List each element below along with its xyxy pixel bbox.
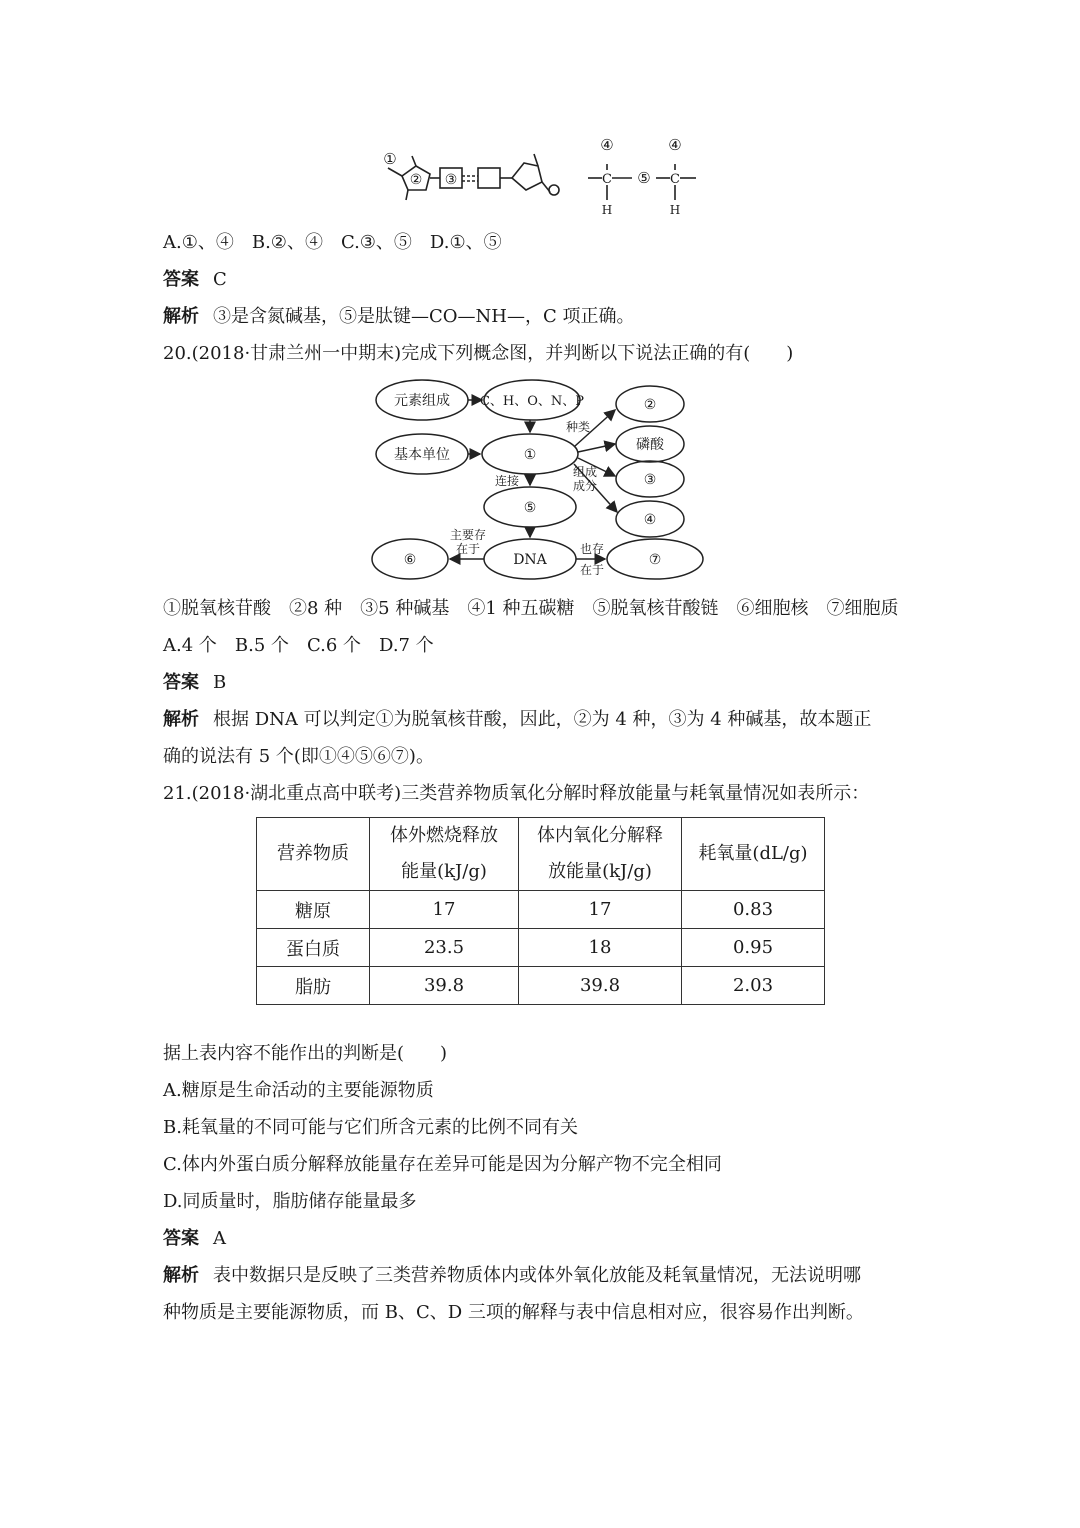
q19-analysis [163, 305, 634, 329]
atom-c-right: C [670, 172, 680, 187]
atom-c-left: C [602, 172, 612, 187]
label-4-left: ④ [600, 136, 614, 154]
answer-label: 答案 [163, 1228, 199, 1249]
q20-options: A.4 个 B.5 个 C.6 个 D.7 个 [163, 635, 434, 656]
node-1: ① [523, 447, 537, 463]
analysis-label: 解析 [163, 1265, 199, 1286]
atom-h-left: H [601, 203, 613, 217]
q20-answer [163, 671, 226, 695]
table-row [257, 929, 825, 967]
q21-option-c: C.体内外蛋白质分解释放能量存在差异可能是因为分解产物不完全相同 [163, 1154, 722, 1175]
node-6: ⑥ [403, 552, 417, 568]
table-cell: 2.03 [682, 967, 825, 1005]
edge-also-1: 也存 [579, 542, 605, 556]
q21-question: 据上表内容不能作出的判断是( ) [163, 1043, 448, 1064]
answer-label: 答案 [163, 672, 199, 693]
q21-analysis-1 [163, 1264, 861, 1288]
table-header: 耗氧量(dL/g) [682, 818, 825, 891]
answer-value: B [213, 672, 227, 693]
edge-also-2: 在于 [579, 563, 605, 577]
edge-component-2: 成分 [572, 479, 598, 493]
label-1: ① [383, 150, 397, 168]
q21-option-b: B.耗氧量的不同可能与它们所含元素的比例不同有关 [163, 1117, 578, 1138]
answer-value: C [213, 269, 227, 290]
analysis-text: 根据 DNA 可以判定①为脱氧核苷酸，因此，②为 4 种，③为 4 种碱基，故本题正 [213, 709, 872, 730]
node-5: ⑤ [523, 500, 537, 516]
q19-answer [163, 268, 227, 292]
analysis-text: ③是含氮碱基，⑤是肽键—CO—NH—，C 项正确。 [213, 306, 635, 327]
node-4: ④ [643, 512, 657, 528]
answer-label: 答案 [163, 269, 199, 290]
edge-kind: 种类 [565, 420, 591, 434]
label-3: ③ [444, 172, 458, 188]
node-unit: 基本单位 [394, 447, 450, 463]
q21-analysis-2: 种物质是主要能源物质，而 B、C、D 三项的解释与表中信息相对应，很容易作出判断。 [163, 1302, 864, 1323]
table-cell: 18 [519, 929, 682, 967]
q20-analysis-2: 确的说法有 5 个(即①④⑤⑥⑦)。 [163, 746, 434, 767]
edge-mainly-1: 主要存 [449, 528, 487, 542]
label-4-right: ④ [668, 136, 682, 154]
nutrient-table [256, 817, 825, 1005]
answer-value: A [213, 1228, 226, 1249]
table-header: 体内氧化分解释 放能量(kJ/g) [519, 818, 682, 891]
node-phosphate: 磷酸 [636, 437, 664, 453]
label-5: ⑤ [637, 169, 651, 187]
table-cell: 23.5 [370, 929, 519, 967]
q20-analysis-1 [163, 708, 871, 732]
table-header: 体外燃烧释放 能量(kJ/g) [370, 818, 519, 891]
table-cell: 脂肪 [257, 967, 370, 1005]
analysis-text: 表中数据只是反映了三类营养物质体内或体外氧化放能及耗氧量情况，无法说明哪 [213, 1265, 861, 1286]
edge-mainly-2: 在于 [455, 542, 481, 556]
q19-options: A.①、④ B.②、④ C.③、⑤ D.①、⑤ [163, 232, 502, 253]
label-2: ② [409, 172, 423, 188]
q21-option-a: A.糖原是生命活动的主要能源物质 [163, 1080, 434, 1101]
q21-stem: 21.(2018·湖北重点高中联考)三类营养物质氧化分解时释放能量与耗氧量情况如表所示： [163, 783, 870, 804]
node-2: ② [643, 397, 657, 413]
node-chnop: C、H、O、N、P [479, 394, 585, 409]
concept-map [370, 378, 715, 588]
q21-option-d: D.同质量时，脂肪储存能量最多 [163, 1191, 417, 1212]
table-row [257, 967, 825, 1005]
node-3: ③ [643, 472, 657, 488]
q20-stem: 20.(2018·甘肃兰州一中期末)完成下列概念图，并判断以下说法正确的有( ) [163, 343, 794, 364]
table-cell: 0.83 [682, 891, 825, 929]
node-7: ⑦ [648, 552, 662, 568]
nucleotide-peptide-diagram [370, 128, 710, 220]
atom-h-right: H [669, 203, 681, 217]
table-cell: 糖原 [257, 891, 370, 929]
analysis-label: 解析 [163, 709, 199, 730]
table-cell: 0.95 [682, 929, 825, 967]
q20-statements: ①脱氧核苷酸 ②8 种 ③5 种碱基 ④1 种五碳糖 ⑤脱氧核苷酸链 ⑥细胞核 ⑦细胞质 [163, 598, 899, 619]
table-cell: 17 [519, 891, 682, 929]
edge-component-1: 组成 [572, 465, 598, 479]
analysis-label: 解析 [163, 306, 199, 327]
table-cell: 17 [370, 891, 519, 929]
q21-answer [163, 1227, 226, 1251]
table-cell: 蛋白质 [257, 929, 370, 967]
table-cell: 39.8 [370, 967, 519, 1005]
node-element: 元素组成 [394, 393, 450, 409]
table-cell: 39.8 [519, 967, 682, 1005]
table-header: 营养物质 [257, 818, 370, 891]
table-header-row [257, 818, 825, 891]
edge-connect: 连接 [494, 474, 520, 488]
table-row [257, 891, 825, 929]
node-dna: DNA [513, 552, 547, 568]
